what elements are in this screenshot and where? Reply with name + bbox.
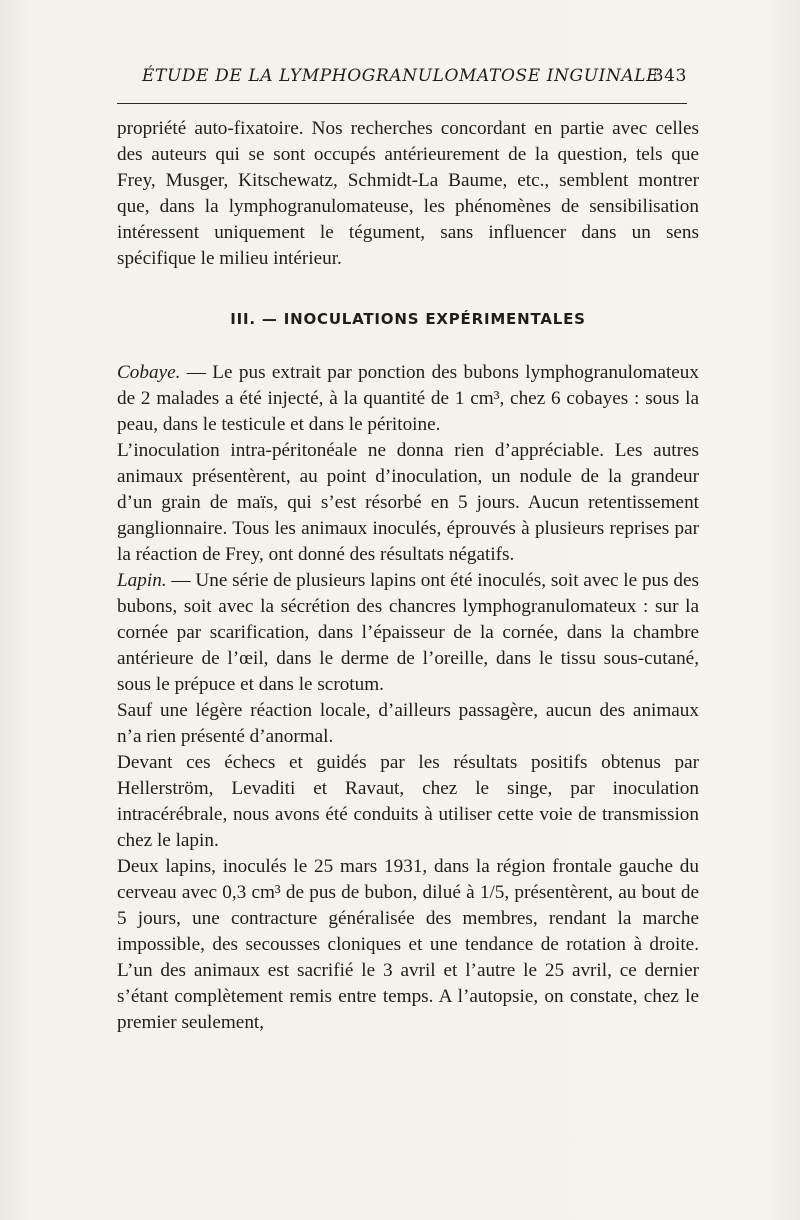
header-rule [117,103,687,104]
paragraph-inoculation: L’inoculation intra-péritonéale ne donna rien d’appréciable. Les autres animaux présentèrent, au point d’inoculation, un nodule de la grandeur d’un grain de maïs, qui s’est résorbé en 5 jours. Aucun retentissement ganglionnaire. Tous les animaux inoculés, éprouvés à plusieurs reprises par la réaction de Frey, ont donné des résultats négatifs. [117,440,699,565]
paragraph-lead-cobaye: Cobaye. [117,362,181,383]
paragraph-cobaye [117,360,699,438]
paragraph-lapin-text: — Une série de plusieurs lapins ont été inoculés, soit avec le pus des bubons, soit avec la sécrétion des chancres lymphogranulomateux : sur la cornée par scarification, dans l’épaisseur de la cornée, dans la chambre antérieure de l’œil, dans le derme de l’oreille, dans le tissu sous-cutané, sous le prépuce et dans le scrotum. [117,570,699,695]
paragraph-reaction: Sauf une légère réaction locale, d’ailleurs passagère, aucun des animaux n’a rien présenté d’anormal. [117,700,699,747]
paragraph-deux-lapins: Deux lapins, inoculés le 25 mars 1931, dans la région frontale gauche du cerveau avec 0,3 cm³ de pus de bubon, dilué à 1/5, présentèrent, au bout de 5 jours, une contracture généralisée des membres, rendant la marche impossible, des secousses cloniques et une tendance de rotation à droite. L’un des animaux est sacrifié le 3 avril et l’autre le 25 avril, ce dernier s’étant complètement remis entre temps. A l’autopsie, on constate, chez le premier seulement, [117,856,699,1033]
section-heading: III. — INOCULATIONS EXPÉRIMENTALES [230,310,586,328]
running-title: ÉTUDE DE LA LYMPHOGRANULOMATOSE INGUINALE [142,66,660,86]
paragraph-continuation: propriété auto-fixatoire. Nos recherches concordant en partie avec celles des auteurs qui se sont occupés antérieurement de la question, tels que Frey, Musger, Kitschewatz, Schmidt-La Baume, etc., semblent montrer que, dans la lymphogranulomateuse, les phénomènes de sensibilisation intéressent uniquement le tégument, sans influencer dans un sens spécifique le milieu intérieur. [117,118,699,269]
paragraph-cobaye-text: — Le pus extrait par ponction des bubons lymphogranulomateux de 2 malades a été injecté, à la quantité de 1 cm³, chez 6 cobayes : sous la peau, dans le testicule et dans le péritoine. [117,362,699,435]
paragraph-lead-lapin: Lapin. [117,570,167,591]
body-text [117,116,699,1036]
paragraph-lapin [117,568,699,698]
paragraph-echecs: Devant ces échecs et guidés par les résultats positifs obtenus par Hellerström, Levaditi et Ravaut, chez le singe, par inoculation intracérébrale, nous avons été conduits à utiliser cette voie de transmission chez le lapin. [117,752,699,851]
page-number: 343 [652,66,687,86]
running-header [117,66,687,92]
